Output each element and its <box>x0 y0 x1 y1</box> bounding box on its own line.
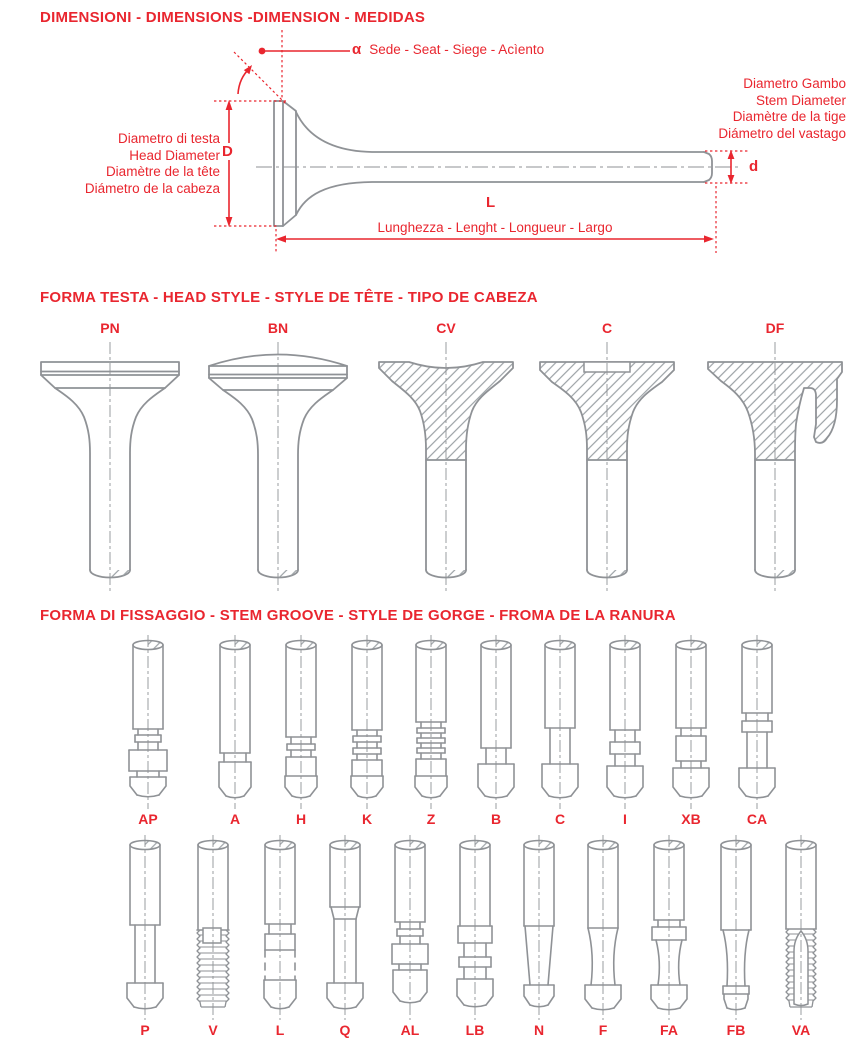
stem-drawing-B <box>463 633 529 820</box>
stem-drawing-svg <box>570 833 636 1033</box>
stem-label-F: F <box>598 1022 608 1038</box>
stem-drawing-svg <box>463 633 529 815</box>
stem-drawing-svg <box>506 833 572 1033</box>
stem-label-CA: CA <box>746 811 768 827</box>
stem-label-Z: Z <box>426 811 436 827</box>
dimensions-title: DIMENSIONI - DIMENSIONS -DIMENSION - MEDIDAS <box>40 9 426 26</box>
head-diameter-line-es: Diámetro de la cabeza <box>84 180 220 196</box>
stem-drawing-svg <box>527 633 593 815</box>
stem-label-FA: FA <box>660 1022 678 1038</box>
stem-drawing-svg <box>115 633 181 815</box>
stem-drawing-AP <box>115 633 181 820</box>
stem-diameter-symbol: d <box>749 158 759 175</box>
stem-drawing-svg <box>180 833 246 1033</box>
stem-label-P: P <box>140 1022 150 1038</box>
stem-drawing-svg <box>247 833 313 1033</box>
stem-drawing-FA <box>636 833 702 1038</box>
head-style-drawing-DF <box>690 342 860 600</box>
head-style-label-DF: DF <box>765 320 785 336</box>
stem-drawing-P <box>112 833 178 1038</box>
stem-label-AL: AL <box>400 1022 420 1038</box>
stem-drawing-H <box>268 633 334 820</box>
stem-diameter-line-it: Diametro Gambo <box>743 76 846 91</box>
stem-drawing-svg <box>312 833 378 1033</box>
head-style-drawing-BN <box>193 342 363 600</box>
stem-label-FB: FB <box>726 1022 746 1038</box>
head-style-drawing-CV <box>361 342 531 600</box>
stem-drawing-svg <box>268 633 334 815</box>
alpha-symbol: α <box>352 41 362 58</box>
stem-drawing-svg <box>724 633 790 815</box>
head-diameter-symbol: D <box>222 143 233 160</box>
length-label: Lunghezza - Lenght - Longueur - Largo <box>377 220 613 235</box>
stem-drawing-svg <box>658 633 724 815</box>
seat-label: Sede - Seat - Siege - Acìento <box>369 42 545 57</box>
stem-diameter-line-fr: Diamètre de la tige <box>732 109 846 124</box>
stem-label-H: H <box>295 811 307 827</box>
stem-diameter-line-es: Diámetro del vastago <box>718 125 846 141</box>
stem-drawing-svg <box>442 833 508 1033</box>
stem-drawing-F <box>570 833 636 1038</box>
head-diameter-line-en: Head Diameter <box>129 147 220 163</box>
stem-label-LB: LB <box>465 1022 485 1038</box>
stem-label-VA: VA <box>791 1022 811 1038</box>
stem-drawing-N <box>506 833 572 1038</box>
stem-label-Q: Q <box>339 1022 351 1038</box>
stem-drawing-Z <box>398 633 464 820</box>
stem-label-K: K <box>361 811 373 827</box>
stem-drawing-C <box>527 633 593 820</box>
head-styles-title: FORMA TESTA - HEAD STYLE - STYLE DE TÊTE - TIPO DE CABEZA <box>40 289 538 306</box>
stem-label-C: C <box>554 811 566 827</box>
stem-diameter-annotation <box>718 76 846 142</box>
stem-label-AP: AP <box>138 811 158 827</box>
stem-drawing-VA <box>768 833 834 1038</box>
stem-label-N: N <box>533 1022 545 1038</box>
stem-drawing-svg <box>112 833 178 1033</box>
length-symbol: L <box>486 194 496 211</box>
head-style-drawing-C <box>522 342 692 600</box>
stem-label-B: B <box>490 811 502 827</box>
stem-drawing-L <box>247 833 313 1038</box>
stem-drawing-LB <box>442 833 508 1038</box>
stem-drawing-XB <box>658 633 724 820</box>
stem-label-L: L <box>275 1022 285 1038</box>
stem-drawing-I <box>592 633 658 820</box>
stem-drawing-svg <box>592 633 658 815</box>
stem-label-V: V <box>208 1022 218 1038</box>
head-style-drawing-PN <box>25 342 195 600</box>
stem-drawing-CA <box>724 633 790 820</box>
stem-drawing-AL <box>377 833 443 1038</box>
stem-drawing-V <box>180 833 246 1038</box>
stem-label-A: A <box>229 811 241 827</box>
head-style-label-CV: CV <box>436 320 456 336</box>
stem-diameter-line-en: Stem Diameter <box>755 92 846 108</box>
stem-drawing-svg <box>334 633 400 815</box>
stem-drawing-K <box>334 633 400 820</box>
stem-drawing-svg <box>202 633 268 815</box>
stem-grooves-title: FORMA DI FISSAGGIO - STEM GROOVE - STYLE DE GORGE - FROMA DE LA RANURA <box>40 607 676 624</box>
stem-label-I: I <box>623 811 627 827</box>
head-style-label-PN: PN <box>100 320 120 336</box>
stem-drawing-svg <box>768 833 834 1033</box>
head-diameter-annotation <box>20 131 220 197</box>
stem-drawing-svg <box>703 833 769 1033</box>
head-style-label-C: C <box>601 320 613 336</box>
head-style-label-BN: BN <box>267 320 289 336</box>
head-diameter-line-fr: Diamètre de la tête <box>105 164 220 179</box>
stem-drawing-svg <box>398 633 464 815</box>
stem-drawing-svg <box>377 833 443 1033</box>
valve-outline <box>256 101 742 226</box>
seat-annotation <box>352 42 544 59</box>
head-diameter-line-it: Diametro di testa <box>117 131 220 146</box>
stem-drawing-Q <box>312 833 378 1038</box>
stem-drawing-FB <box>703 833 769 1038</box>
stem-drawing-A <box>202 633 268 820</box>
stem-drawing-svg <box>636 833 702 1033</box>
stem-label-XB: XB <box>681 811 701 827</box>
